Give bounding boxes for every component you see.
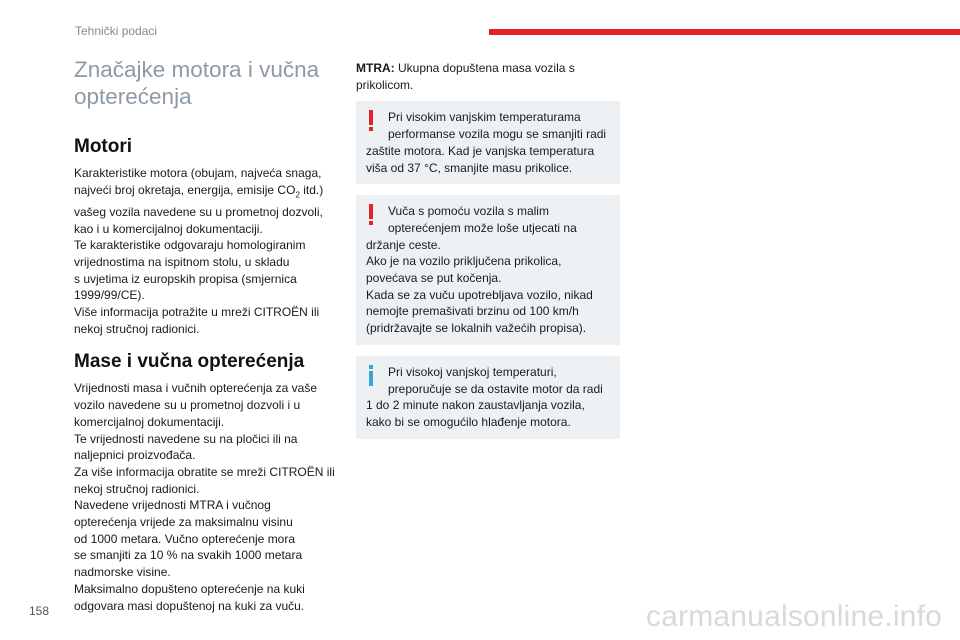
mase-line: Te vrijednosti navedene su na pločici ili na: [74, 431, 298, 446]
mase-line: komercijalnoj dokumentaciji.: [74, 414, 225, 429]
mase-line: se smanjiti za 10 % na svakih 1000 metara: [74, 548, 303, 563]
right-column: [356, 60, 620, 450]
motori-line: Više informacija potražite u mreži CITROËN ili: [74, 305, 320, 320]
heading-mase: Mase i vučna opterećenja: [74, 351, 305, 373]
header-accent-bar: [489, 29, 960, 35]
motori-line: vrijednostima na ispitnom stolu, u skladu: [74, 254, 290, 269]
box-line: Pri visokoj vanjskoj temperaturi,: [388, 364, 557, 379]
box-line: 1 do 2 minute nakon zaustavljanja vozila,: [366, 398, 585, 413]
mtra-label: MTRA:: [356, 61, 395, 75]
box-line: povećava se put kočenja.: [366, 271, 502, 286]
mase-line: Za više informacija obratite se mreži CITROËN ili: [74, 464, 335, 479]
mase-line: Navedene vrijednosti MTRA i vučnog: [74, 498, 271, 513]
mase-line: od 1000 metara. Vučno opterećenje mora: [74, 531, 296, 546]
mase-line: nekoj stručnoj radionici.: [74, 481, 200, 496]
mase-text: [74, 380, 344, 614]
mtra-text-line2: prikolicom.: [356, 77, 414, 92]
box-line: kako bi se omogućilo hlađenje motora.: [366, 414, 571, 429]
mase-line: vozilo navedene su u prometnoj dozvoli i u: [74, 398, 301, 413]
left-column: [74, 56, 344, 614]
motori-line: Karakteristike motora (obujam, najveća snaga,: [74, 166, 322, 180]
box-line: (pridržavajte se lokalnih važećih propisa).: [366, 321, 587, 336]
motori-line: Te karakteristike odgovaraju homologiranim: [74, 238, 306, 253]
page-number: 158: [29, 604, 50, 618]
motori-line: s uvjetima iz europskih propisa (smjernica: [74, 271, 297, 286]
box-line: Ako je na vozilo priključena prikolica,: [366, 254, 562, 269]
box-line: Vuča s pomoću vozila s malim: [388, 204, 549, 219]
page-title: Značajke motora i vučna opterećenja: [74, 57, 320, 109]
motori-line: nekoj stručnoj radionici.: [74, 321, 200, 336]
mase-line: odgovara masi dopuštenoj na kuki za vuču.: [74, 598, 305, 613]
section-title: Tehnički podaci: [75, 24, 158, 38]
mase-line: Maksimalno dopušteno opterećenje na kuki: [74, 581, 305, 596]
motori-line-co2: najveći broj okretaja, energija, emisije $CO_2$ itd.): [74, 182, 324, 200]
box-line: nemojte premašivati brzinu od 100 km/h: [366, 304, 579, 319]
mtra-definition: [356, 60, 620, 93]
warning-box-temperature: [356, 101, 620, 184]
motori-line: kao i u komercijalnoj dokumentaciji.: [74, 221, 263, 236]
box-line: Kada se za vuču upotrebljava vozilo, nikad: [366, 287, 593, 302]
mase-line: opterećenja vrijede za maksimalnu visinu: [74, 515, 293, 530]
motori-line: vašeg vozila navedene su u prometnoj dozvoli,: [74, 204, 323, 219]
motori-text: [74, 165, 344, 337]
box-line: performanse vozila mogu se smanjiti radi: [388, 127, 607, 142]
mase-line: nadmorske visine.: [74, 565, 171, 580]
mase-line: Vrijednosti masa i vučnih opterećenja za vaše: [74, 381, 318, 396]
box-line: držanje ceste.: [366, 237, 441, 252]
info-box-cooling: [356, 356, 620, 439]
box-line: preporučuje se da ostavite motor da radi: [388, 381, 603, 396]
box-line: zaštite motora. Kad je vanjska temperatura: [366, 143, 595, 158]
warning-icon: [368, 110, 374, 132]
mase-line: naljepnici proizvođača.: [74, 448, 196, 463]
mtra-text: Ukupna dopuštena masa vozila s: [394, 61, 575, 75]
warning-box-towing: [356, 195, 620, 345]
box-line: viša od 37 °C, smanjite masu prikolice.: [366, 160, 573, 175]
co2-subscript: 2: [295, 190, 300, 200]
box-line: Pri visokim vanjskim temperaturama: [388, 110, 581, 125]
motori-line: 1999/99/CE).: [74, 288, 145, 303]
box-line: opterećenjem može loše utjecati na: [388, 220, 577, 235]
watermark: carmanualsonline.info: [645, 600, 942, 633]
heading-motori: Motori: [74, 136, 133, 157]
info-icon: [368, 365, 374, 387]
warning-icon: [368, 204, 374, 226]
